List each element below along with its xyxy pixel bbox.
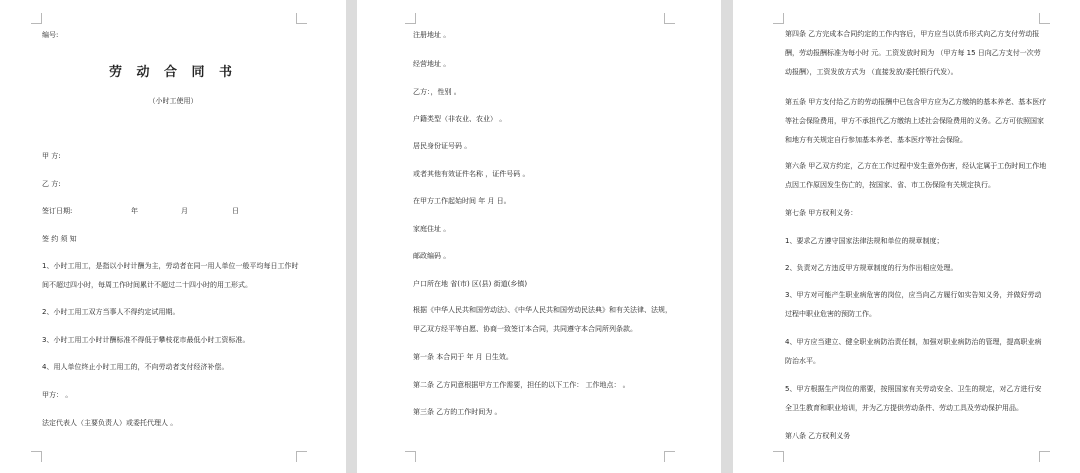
page-corner-mark: [773, 13, 784, 24]
page-corner-mark: [773, 451, 784, 462]
party-a-signature-line: 甲方： 。: [42, 391, 73, 399]
notice-item-1: 1、小时工用工，是指以小时计酬为主，劳动者在同一用人单位一般平均每日工作时间不超过四小时，每周工作时间累计不超过二十四小时的用工形式。: [42, 262, 299, 289]
party-b-label: 乙 方:: [42, 180, 61, 188]
representative-line: 法定代表人（主要负责人）或委托代理人 。: [42, 419, 178, 427]
article-2: 第二条 乙方同意根据甲方工作需要，担任的以下工作： 工作地点： 。: [413, 381, 630, 389]
document-page-2: [357, 0, 721, 473]
article-1: 第一条 本合同于 年 月 日生效。: [413, 353, 513, 361]
contract-number-label: 编号:: [42, 31, 59, 39]
article-7-item-2: 2、负责对乙方违反甲方规章制度的行为作出相应处理。: [785, 264, 958, 272]
document-page-3: [733, 0, 1080, 473]
postcode: 邮政编码 。: [413, 252, 451, 260]
article-4: 第四条 乙方完成本合同约定的工作内容后，甲方应当以货币形式向乙方支付劳动报酬，劳动报酬标准为每小时 元。工资发放时间为 （甲方每 15 日向乙方支付一次劳动报酬），工资发放方式为 （直接发放/委托银行代发）。: [785, 30, 1041, 76]
article-5: 第五条 甲方支付给乙方的劳动报酬中已包含甲方应为乙方缴纳的基本养老、基本医疗等社会保险费用，甲方不承担代乙方缴纳上述社会保险费用的义务。乙方可依照国家和地方有关规定自行参加基本养老、基本医疗等社会保险。: [785, 98, 1047, 144]
id-number: 居民身份证号码 。: [413, 142, 472, 150]
sign-date-day: 日: [232, 207, 239, 215]
sign-date-month: 月: [181, 207, 188, 215]
residence-address: 户口所在地 省(市) 区(县) 街道(乡镇): [413, 280, 528, 288]
hukou-type: 户籍类型（非农业、农业） 。: [413, 115, 507, 123]
page-corner-mark: [1039, 451, 1050, 462]
article-6: 第六条 甲乙双方约定，乙方在工作过程中发生意外伤害，经认定属于工伤时间工作地点因工作原因发生伤亡的，按国家、省、市工伤保险有关规定执行。: [785, 162, 1047, 189]
sign-date-year: 年: [131, 207, 138, 215]
home-address: 家庭住址 。: [413, 225, 451, 233]
document-page-1: [0, 0, 346, 473]
registered-address: 注册地址 。: [413, 31, 451, 39]
article-7-item-5: 5、甲方根据生产岗位的需要，按照国家有关劳动安全、卫生的规定，对乙方进行安全卫生教育和职业培训，并为乙方提供劳动条件、劳动工具及劳动保护用品。: [785, 385, 1042, 412]
page-corner-mark: [1039, 13, 1050, 24]
legal-basis-paragraph: 根据《中华人民共和国劳动法》、《中华人民共和国劳动民法典》和有关法律、法规，甲乙双方经平等自愿、协商一致签订本合同，共同遵守本合同所列条款。: [413, 306, 672, 333]
page-corner-mark: [31, 451, 42, 462]
page-corner-mark: [405, 13, 416, 24]
notice-item-3: 3、小时工用工小时计酬标准不得低于攀枝花市最低小时工资标准。: [42, 336, 250, 344]
article-7-item-4: 4、甲方应当建立、健全职业病防治责任制，加强对职业病防治的管理，提高职业病防治水平。: [785, 338, 1042, 365]
article-7-item-3: 3、甲方对可能产生职业病危害的岗位，应当向乙方履行如实告知义务，并做好劳动过程中职业危害的预防工作。: [785, 291, 1042, 318]
page-corner-mark: [405, 451, 416, 462]
other-id: 或者其他有效证件名称 ，证件号码 。: [413, 170, 530, 178]
article-8: 第八条 乙方权利义务: [785, 432, 851, 440]
notice-heading: 签 约 须 知: [42, 235, 77, 243]
page-corner-mark: [664, 13, 675, 24]
notice-item-4: 4、用人单位终止小时工用工的，不向劳动者支付经济补偿。: [42, 363, 229, 371]
contract-subtitle: （小时工使用）: [148, 97, 198, 105]
sign-date-label: 签订日期:: [42, 207, 73, 215]
party-a-label: 甲 方:: [42, 152, 61, 160]
start-time: 在甲方工作起始时间 年 月 日。: [413, 197, 511, 205]
party-b-gender: 乙方：，性别 。: [413, 88, 461, 96]
notice-item-2: 2、小时工用工双方当事人不得约定试用期。: [42, 308, 180, 316]
page-corner-mark: [31, 13, 42, 24]
article-7-item-1: 1、要求乙方遵守国家法律法规和单位的规章制度；: [785, 237, 944, 245]
business-address: 经营地址 。: [413, 60, 451, 68]
page-corner-mark: [296, 13, 307, 24]
article-3: 第三条 乙方的工作时间为 。: [413, 408, 502, 416]
page-corner-mark: [296, 451, 307, 462]
contract-title: 劳 动 合 同 书: [108, 65, 238, 80]
article-7: 第七条 甲方权利义务：: [785, 209, 858, 217]
page-corner-mark: [664, 451, 675, 462]
